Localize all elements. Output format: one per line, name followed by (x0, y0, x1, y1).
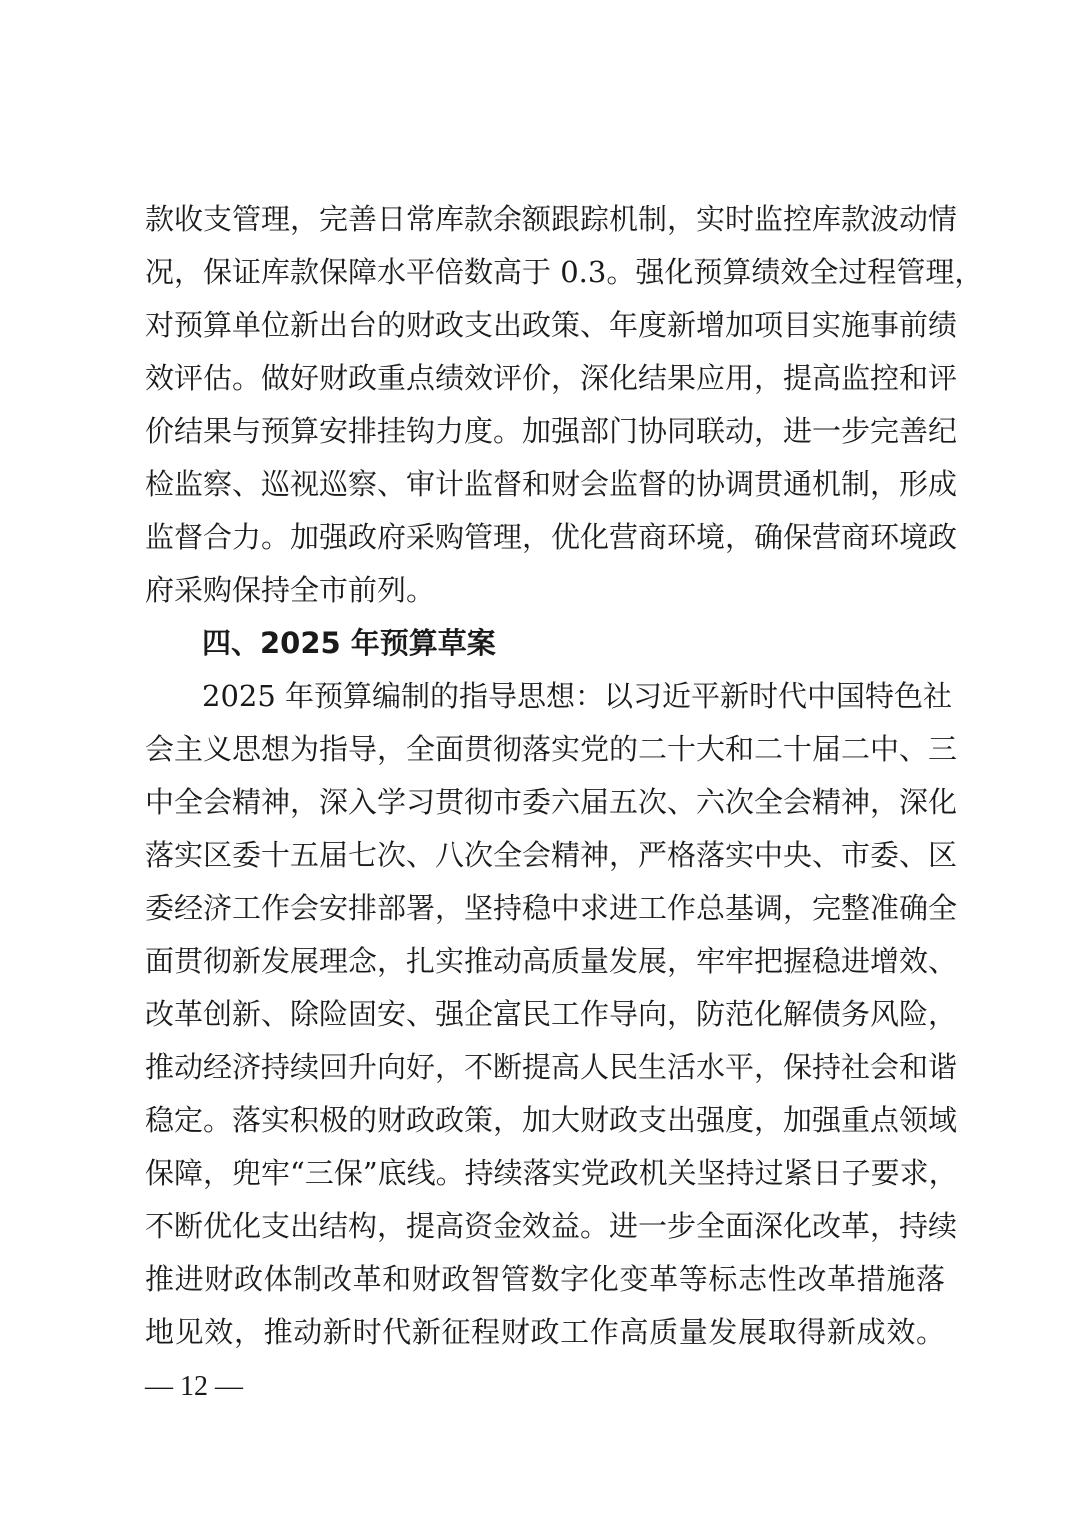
paragraph-2-line: 不断优化支出结构，提高资金效益。进一步全面深化改革，持续 (145, 1209, 958, 1243)
paragraph-1-line: 对预算单位新出台的财政支出政策、年度新增加项目实施事前绩 (145, 308, 958, 342)
paragraph-1-line: 检监察、巡视巡察、审计监督和财会监督的协调贯通机制，形成 (145, 467, 958, 501)
paragraph-1-line: 府采购保持全市前列。 (145, 573, 436, 607)
paragraph-2-line: 推进财政体制改革和财政智管数字化变革等标志性改革措施落 (145, 1262, 945, 1296)
paragraph-1-line: 况，保证库款保障水平倍数高于 0.3。强化预算绩效全过程管理， (145, 255, 984, 289)
paragraph-2-line: 改革创新、除险固安、强企富民工作导向，防范化解债务风险， (145, 997, 958, 1031)
paragraph-2-line: 保障，兜牢“三保”底线。持续落实党政机关坚持过紧日子要求， (145, 1156, 958, 1190)
page-number: — 12 — (145, 1371, 243, 1402)
paragraph-2-line: 2025 年预算编制的指导思想：以习近平新时代中国特色社 (202, 679, 953, 713)
paragraph-2-line: 面贯彻新发展理念，扎实推动高质量发展，牢牢把握稳进增效、 (145, 944, 958, 978)
section-heading: 四、2025 年预算草案 (202, 626, 496, 660)
paragraph-2-line: 落实区委十五届七次、八次全会精神，严格落实中央、市委、区 (145, 838, 958, 872)
paragraph-1-line: 价结果与预算安排挂钩力度。加强部门协同联动，进一步完善纪 (145, 414, 958, 448)
paragraph-2-line: 地见效，推动新时代新征程财政工作高质量发展取得新成效。 (145, 1315, 945, 1349)
paragraph-1-line: 效评估。做好财政重点绩效评价，深化结果应用，提高监控和评 (145, 361, 958, 395)
paragraph-2-line: 稳定。落实积极的财政政策，加大财政支出强度，加强重点领域 (145, 1103, 958, 1137)
paragraph-1-line: 款收支管理，完善日常库款余额跟踪机制，实时监控库款波动情 (145, 202, 958, 236)
paragraph-2-line: 会主义思想为指导，全面贯彻落实党的二十大和二十届二中、三 (145, 732, 958, 766)
paragraph-2-line: 委经济工作会安排部署，坚持稳中求进工作总基调，完整准确全 (145, 891, 958, 925)
paragraph-1-line: 监督合力。加强政府采购管理，优化营商环境，确保营商环境政 (145, 520, 958, 554)
paragraph-2-line: 推动经济持续回升向好，不断提高人民生活水平，保持社会和谐 (145, 1050, 958, 1084)
paragraph-2-line: 中全会精神，深入学习贯彻市委六届五次、六次全会精神，深化 (145, 785, 958, 819)
